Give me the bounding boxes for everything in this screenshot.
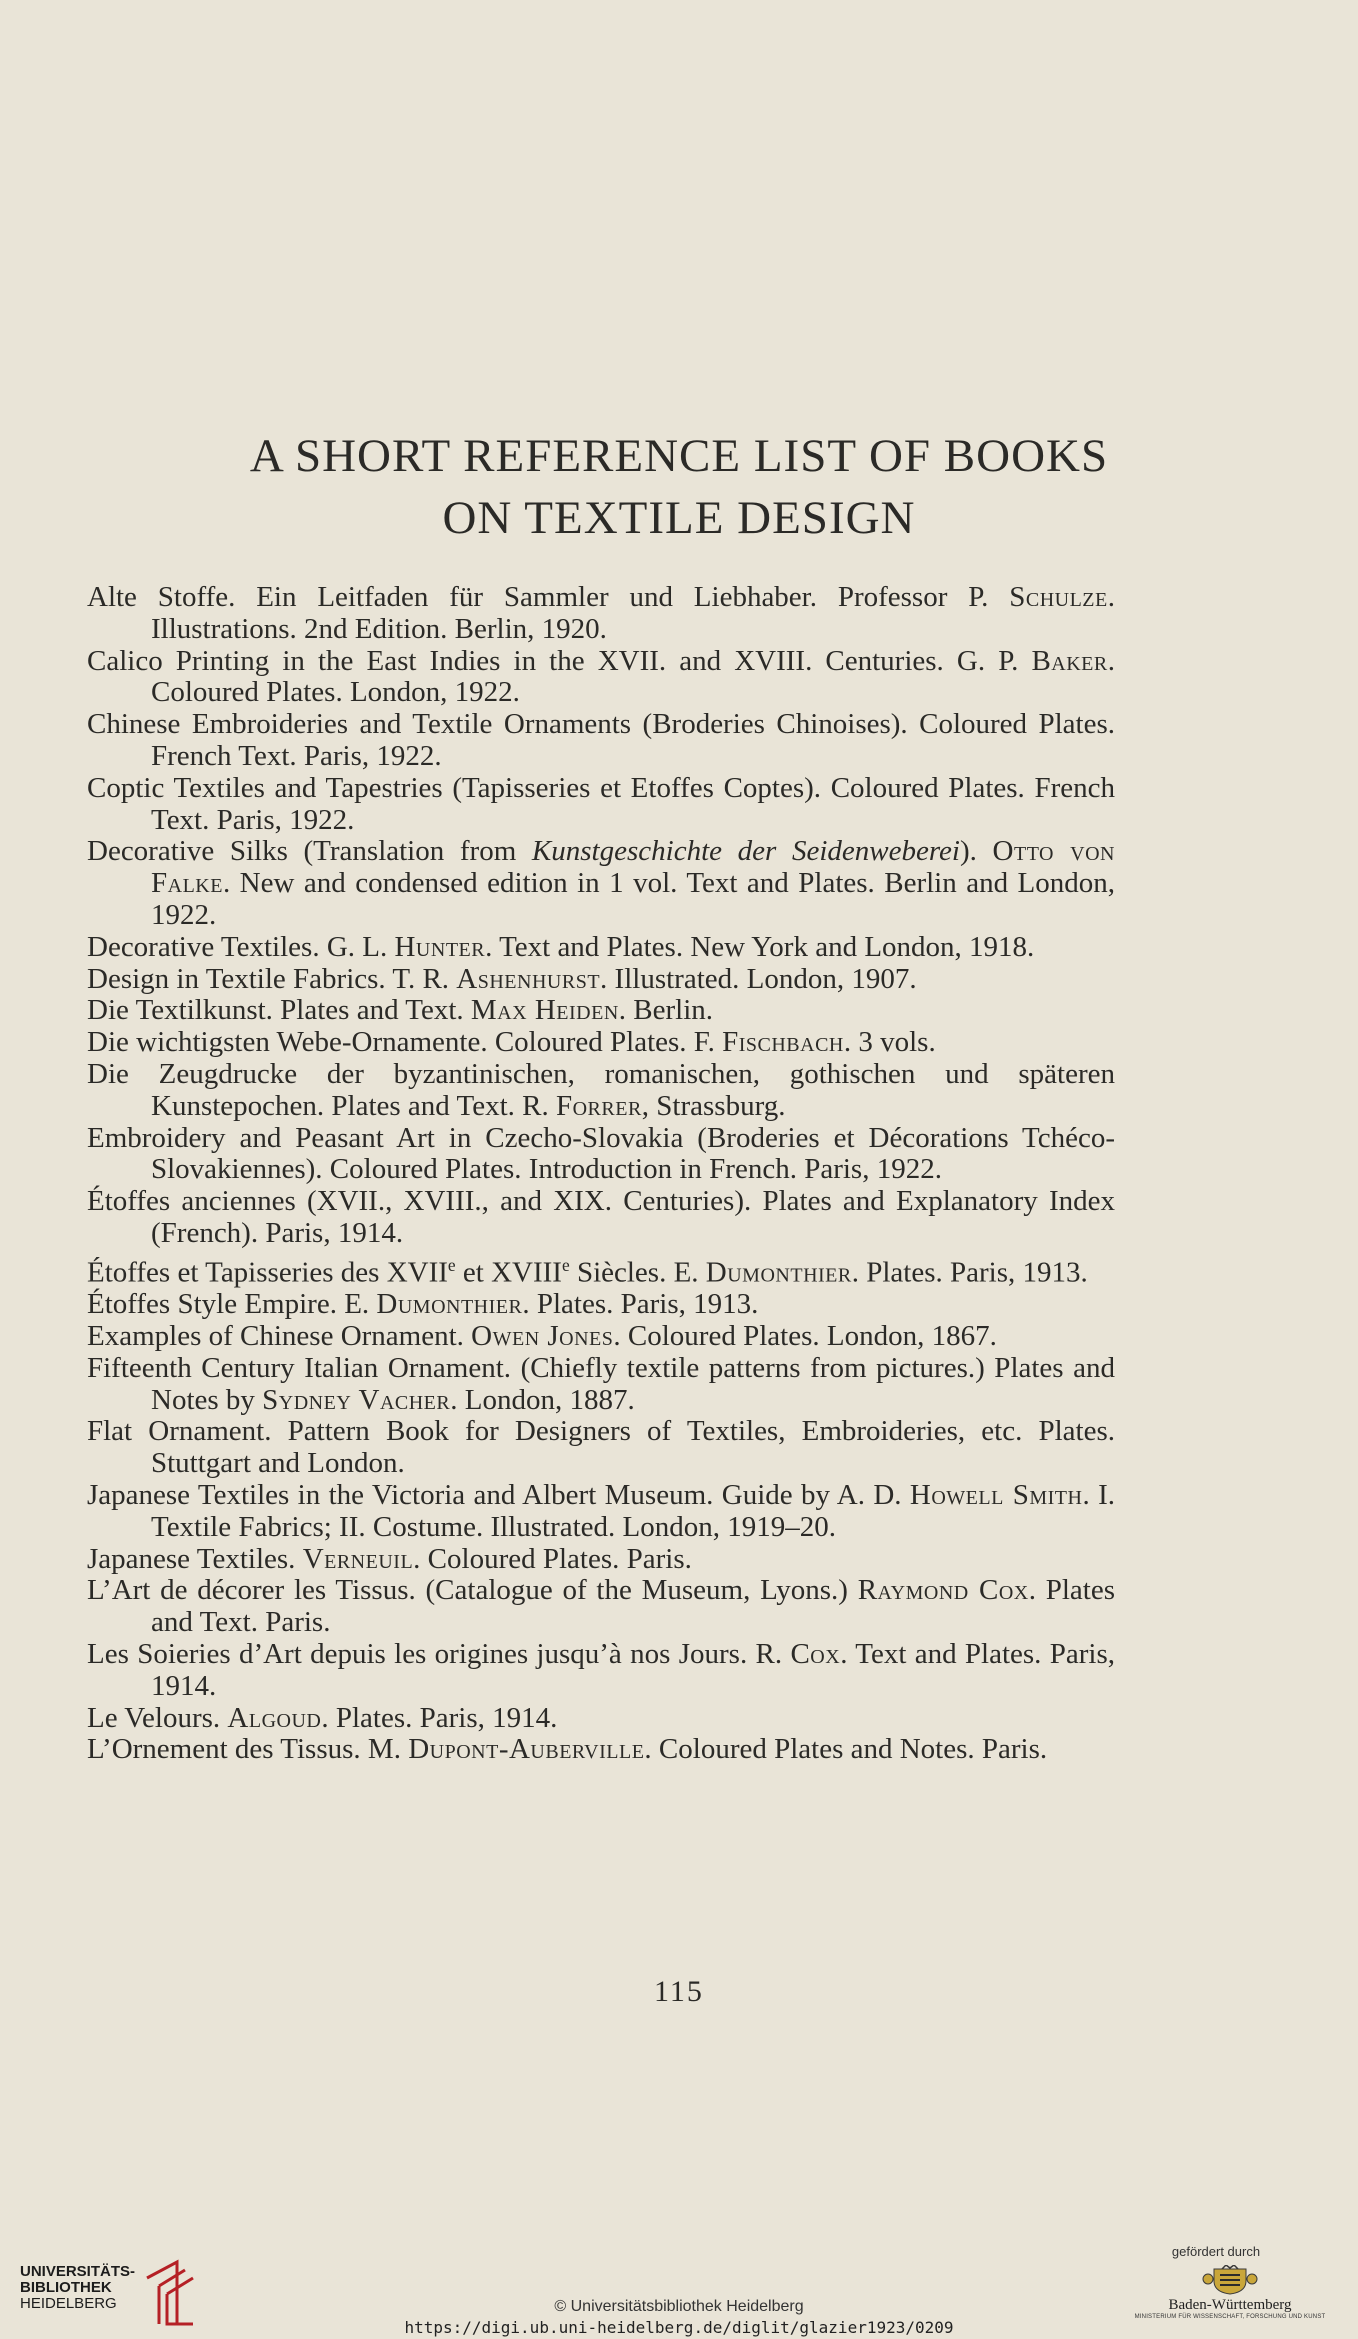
reference-entry [87,1353,1115,1417]
entry-text: Embroidery and Peasant Art in Czecho-Slovakia (Broderies et Décorations Tchéco-Slovakiennes). Coloured Plates. Introduction in French. Paris, 1922. [87,1121,1115,1186]
author-name: Algoud [227,1701,322,1734]
entry-text: et XVIII [455,1256,562,1289]
sponsor-block[interactable] [1120,2244,1340,2336]
author-name: Raymond Cox [857,1574,1029,1607]
entry-text: Flat Ornament. Pattern Book for Designers of Textiles, Embroideries, etc. Plates. Stuttgart and London. [87,1415,1115,1480]
entry-text: . London, 1887. [450,1383,635,1416]
entry-text: Coptic Textiles and Tapestries (Tapisseries et Etoffes Coptes). Coloured Plates. French Text. Paris, 1922. [87,771,1115,836]
state-crest-icon [1202,2265,1258,2295]
reference-entry [87,964,1115,996]
entry-text: Siècles. E. [569,1256,706,1289]
funded-by-label: gefördert durch [1171,2244,1261,2259]
entry-text: Étoffes et Tapisseries des XVII [87,1256,448,1289]
entry-text: . 3 vols. [843,1026,936,1059]
reference-entry [87,1321,1115,1353]
reference-list [87,582,1115,1766]
entry-text: Calico Printing in the East Indies in the XVII. and XVIII. Centuries. G. P. [87,644,1032,677]
entry-text: Les Soieries d’Art depuis les origines jusqu’à nos Jours. R. [87,1637,791,1670]
entry-text: . Illustrations. 2nd Edition. Berlin, 1920. [151,581,1115,645]
library-name-line-2: BIBLIOTHEK [20,2279,112,2296]
entry-text: Japanese Textiles in the Victoria and Albert Museum. Guide by A. D. [87,1478,910,1511]
entry-text: , Strassburg. [641,1089,786,1122]
reference-entry [87,1289,1115,1321]
reference-entry [87,1416,1115,1480]
copyright-notice: © Universitätsbibliothek Heidelberg [554,2298,804,2315]
author-name: Forrer [555,1089,642,1122]
library-name-line-3: HEIDELBERG [20,2295,117,2312]
entry-text: Decorative Textiles. G. L. [87,930,395,963]
author-name: Hunter [394,930,486,963]
footer [0,2230,1358,2339]
author-name: Howell Smith [909,1478,1083,1511]
title-line-1: A SHORT REFERENCE LIST OF BOOKS [249,430,1109,482]
entry-text: . New and condensed edition in 1 vol. Text and Plates. Berlin and London, 1922. [151,867,1115,931]
entry-text: Chinese Embroideries and Textile Ornaments (Broderies Chinoises). Coloured Plates. French Text. Paris, 1922. [87,708,1115,772]
reference-entry [87,1059,1115,1123]
author-name: Dumonthier [705,1256,852,1289]
entry-text: . Text and Plates. New York and London, 1918. [485,930,1035,963]
entry-text: . Coloured Plates. London, 1922. [151,644,1115,709]
author-name: Owen Jones [471,1319,614,1352]
entry-text: Étoffes Style Empire. E. [87,1288,377,1321]
author-name: Schulze [1009,581,1108,613]
reference-entry [87,1250,1115,1289]
entry-text: ). [959,835,993,868]
entry-text: e [447,1254,456,1275]
page-number: 115 [654,1975,704,2008]
library-name-line-1: UNIVERSITÄTS- [20,2263,136,2280]
entry-text: e [561,1254,570,1275]
entry-text: . Illustrated. London, 1907. [600,962,917,995]
title-line-2: ON TEXTILE DESIGN [442,492,916,544]
page-title [60,425,1298,549]
entry-text: Japanese Textiles. [87,1542,303,1575]
entry-text: . Coloured Plates. Paris. [413,1542,692,1575]
reference-entry [87,1123,1115,1187]
entry-text: Die Zeugdrucke der byzantinischen, romanischen, gothischen und späteren Kunstepochen. Plates and Text. R. [87,1057,1115,1122]
reference-entry [87,1575,1115,1639]
entry-text: . Plates. Paris, 1913. [851,1256,1088,1289]
reference-entry [87,646,1115,710]
author-name: Verneuil [302,1542,414,1575]
reference-entry [87,709,1115,773]
author-name: Baker [1031,644,1108,677]
reference-entry [87,1703,1115,1735]
entry-text: Étoffes anciennes (XVII., XVIII., and XIX. Centuries). Plates and Explanatory Index (French). Paris, 1914. [87,1185,1115,1249]
entry-text: . Coloured Plates and Notes. Paris. [644,1733,1048,1766]
entry-text: Examples of Chinese Ornament. [87,1319,472,1352]
entry-text: . Plates. Paris, 1913. [522,1288,759,1321]
author-name: Otto von Falke [151,835,1115,900]
sponsor-ministry: MINISTERIUM FÜR WISSENSCHAFT, FORSCHUNG UND KUNST [1134,2314,1326,2320]
entry-text: L’Ornement des Tissus. M. [87,1733,409,1766]
entry-text: . Text and Plates. Paris, 1914. [151,1637,1115,1702]
source-url-link[interactable]: https://digi.ub.uni-heidelberg.de/diglit/glazier1923/0209 [404,2318,954,2337]
entry-text: . Plates. Paris, 1914. [321,1701,558,1734]
reference-entry [87,1734,1115,1766]
entry-text: Decorative Silks (Translation from [87,835,532,868]
reference-entry [87,582,1115,646]
author-name: Fischbach [722,1026,844,1059]
entry-text: Fifteenth Century Italian Ornament. (Chiefly textile patterns from pictures.) Plates and Notes by [87,1351,1115,1416]
author-name: Cox [790,1637,841,1670]
entry-text: Alte Stoffe. Ein Leitfaden für Sammler und Liebhaber. Professor P. [87,581,1010,613]
author-name: Sydney Vacher [262,1383,451,1416]
entry-text: Le Velours. [87,1701,228,1734]
reference-entry [87,1186,1115,1250]
entry-text: . Berlin. [618,994,714,1027]
sponsor-name: Baden-Württemberg [1168,2297,1292,2313]
italic-title: Kunstgeschichte der Seidenweberei [531,835,960,868]
author-name: Dupont-Auberville [408,1733,645,1766]
entry-text: . I. Textile Fabrics; II. Costume. Illustrated. London, 1919–20. [151,1478,1115,1543]
reference-entry [87,1639,1115,1703]
reference-entry [87,773,1115,837]
reference-entry [87,1480,1115,1544]
reference-entry [87,1027,1115,1059]
entry-text: . Plates and Text. Paris. [151,1574,1115,1639]
reference-entry [87,995,1115,1027]
entry-text: Die Textilkunst. Plates and Text. [87,994,471,1027]
reference-entry [87,932,1115,964]
author-name: Max Heiden [470,994,619,1027]
entry-text: Design in Textile Fabrics. T. R. [87,962,457,995]
reference-entry [87,1544,1115,1576]
entry-text: L’Art de décorer les Tissus. (Catalogue of the Museum, Lyons.) [87,1574,858,1607]
author-name: Ashenhurst [456,962,601,995]
reference-entry [87,836,1115,931]
entry-text: . Coloured Plates. London, 1867. [613,1319,997,1352]
entry-text: Die wichtigsten Webe-Ornamente. Coloured Plates. F. [87,1026,723,1059]
author-name: Dumonthier [376,1288,523,1321]
